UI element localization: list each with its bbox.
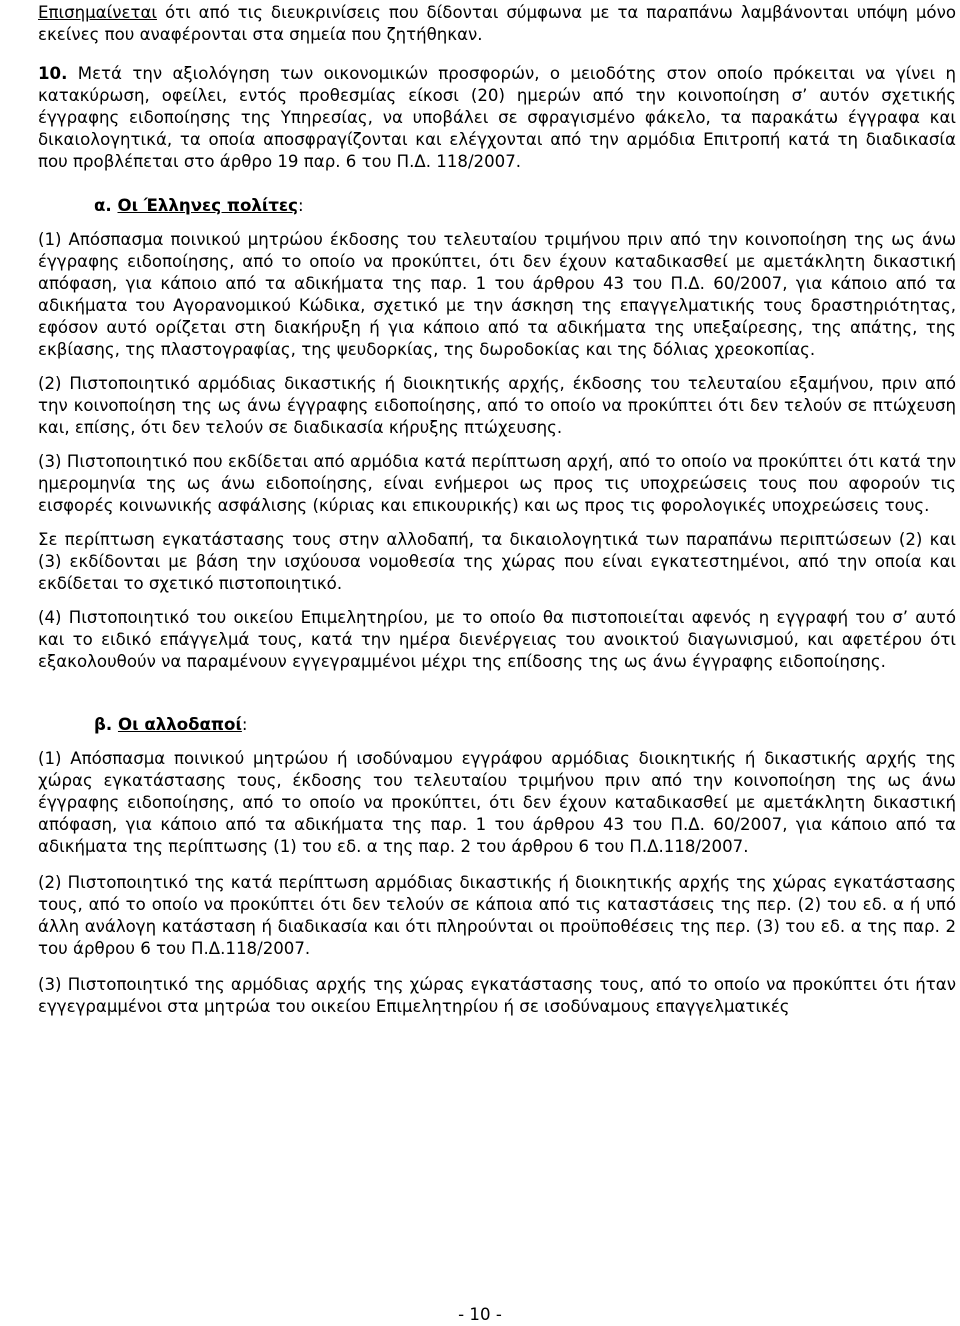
group-a-note: Σε περίπτωση εγκατάστασης τους στην αλλοδαπή, τα δικαιολογητικά των παραπάνω περιπτώσεων (2) και (3) εκδίδονται με βάση την ισχύουσα νομοθεσία της χώρας που είναι εγκατεστημένοι, από την οποία και εκδίδεται το σχετικό πιστοποιητικό. [38,530,956,593]
group-a-colon: : [298,196,304,215]
intro-underlined-word: Επισημαίνεται [38,3,158,22]
section-10-text: Μετά την αξιολόγηση των οικονομικών προσφορών, ο μειοδότης στον οποίο πρόκειται να γίνει η κατακύρωση, οφείλει, εντός προθεσμίας είκοσι (20) ημερών από την κοινοποίηση σ’ αυτόν σχετικής έγγραφης ειδοποίησης της Υπηρεσίας, να υποβάλει σε σφραγισμένο φάκελο, τα παρακάτω έγγραφα και δικαιολογητικά, τα οποία αποσφραγίζονται και ελέγχονται από την αρμόδια Επιτροπή κατά τη διαδικασία που προβλέπεται στο άρθρο 19 παρ. 6 του Π.Δ. 118/2007. [38,64,956,171]
intro-paragraph [38,2,956,46]
group-a-title: Οι Έλληνες πολίτες [117,196,299,215]
group-b-item-1: (1) Απόσπασμα ποινικού μητρώου ή ισοδύναμου εγγράφου αρμόδιας διοικητικής ή δικαστικής αρχής της χώρας εγκατάστασης τους, έκδοσης του τελευταίου τριμήνου πριν από την κοινοποίηση της ως άνω έγγραφης ειδοποίησης, από το οποίο να προκύπτει, ότι δεν έχουν καταδικασθεί με αμετάκλητη δικαστική απόφαση, για κάποιο από τα αδικήματα της παρ. 1 του άρθρου 43 του Π.Δ. 60/2007, για κάποιο από τα αδικήματα της περίπτωσης (1) του εδ. α της παρ. 2 του άρθρου 6 του Π.Δ.118/2007. [38,749,956,856]
group-b-item-2: (2) Πιστοποιητικό της κατά περίπτωση αρμόδιας δικαστικής ή διοικητικής αρχής της χώρας εγκατάστασης τους, από το οποίο να προκύπτει ότι δεν τελούν σε κάποια από τις καταστάσεις της περ. (2) του εδ. α ή υπό άλλη ανάλογη κατάσταση ή διαδικασία και ότι πληρούνται οι προϋποθέσεις της περ. (3) του εδ. α της παρ. 2 του άρθρου 6 του Π.Δ.118/2007. [38,873,956,958]
section-10-paragraph [38,63,956,173]
group-b-title: Οι αλλοδαποί [117,715,242,734]
page-number: - 10 - [458,1305,502,1324]
group-a-heading [94,195,956,217]
group-a-item-1: (1) Απόσπασμα ποινικού μητρώου έκδοσης του τελευταίου τριμήνου πριν από την κοινοποίηση της ως άνω έγγραφης ειδοποίησης, από το οποίο να προκύπτει, ότι δεν έχουν καταδικασθεί με αμετάκλητη δικαστική απόφαση, για κάποιο από τα αδικήματα της παρ. 1 του άρθρου 43 του Π.Δ. 60/2007, για κάποιο από τα αδικήματα του Αγορανομικού Κώδικα, σχετικό με την άσκηση της επαγγελματικής τους δραστηριότητας, εφόσον αυτό ορίζεται στη διακήρυξη ή για κάποιο από τα αδικήματα της υπεξαίρεσης, της απάτης, της εκβίασης, της πλαστογραφίας, της ψευδορκίας, της δωροδοκίας και της δόλιας χρεοκοπίας. [38,230,956,359]
group-b-letter: β. [94,715,113,734]
intro-text: ότι από τις διευκρινίσεις που δίδονται σύμφωνα με τα παραπάνω λαμβάνονται υπόψη μόνο εκείνες που αναφέρονται στα σημεία που ζητήθηκαν. [38,3,956,44]
section-number: 10. [38,64,68,83]
group-b-heading [94,714,956,736]
group-a-item-3: (3) Πιστοποιητικό που εκδίδεται από αρμόδια κατά περίπτωση αρχή, από το οποίο να προκύπτει ότι κατά την ημερομηνία της ως άνω ειδοποίησης, είναι ενήμεροι ως προς τις υποχρεώσεις τους που αφορούν τις εισφορές κοινωνικής ασφάλισης (κύριας και επικουρικής) και ως προς τις φορολογικές υποχρεώσεις τους. [38,452,956,515]
group-b-colon: : [241,715,248,734]
group-b-item-3: (3) Πιστοποιητικό της αρμόδιας αρχής της χώρας εγκατάστασης τους, από το οποίο να προκύπτει ότι ήταν εγγεγραμμένοι στα μητρώα του οικείου Επιμελητηρίου ή σε ισοδύναμους επαγγελματικές [38,975,956,1016]
group-a-item-2: (2) Πιστοποιητικό αρμόδιας δικαστικής ή διοικητικής αρχής, έκδοσης του τελευταίου εξαμήνου, πριν από την κοινοποίηση της ως άνω έγγραφης ειδοποίησης, από το οποίο να προκύπτει ότι δεν τελούν σε πτώχευση και, επίσης, ότι δεν τελούν σε διαδικασία κήρυξης πτώχευσης. [38,374,956,437]
group-a-letter: α. [94,196,112,215]
document-page [38,0,956,1018]
group-a-item-4: (4) Πιστοποιητικό του οικείου Επιμελητηρίου, με το οποίο θα πιστοποιείται αφενός η εγγραφή του σ’ αυτό και το ειδικό επάγγελμά τους, κατά την ημέρα διενέργειας του ανοικτού διαγωνισμού, και αφετέρου ότι εξακολουθούν να παραμένουν εγγεγραμμένοι μέχρι της επίδοσης της ως άνω έγγραφης ειδοποίησης. [38,608,956,671]
